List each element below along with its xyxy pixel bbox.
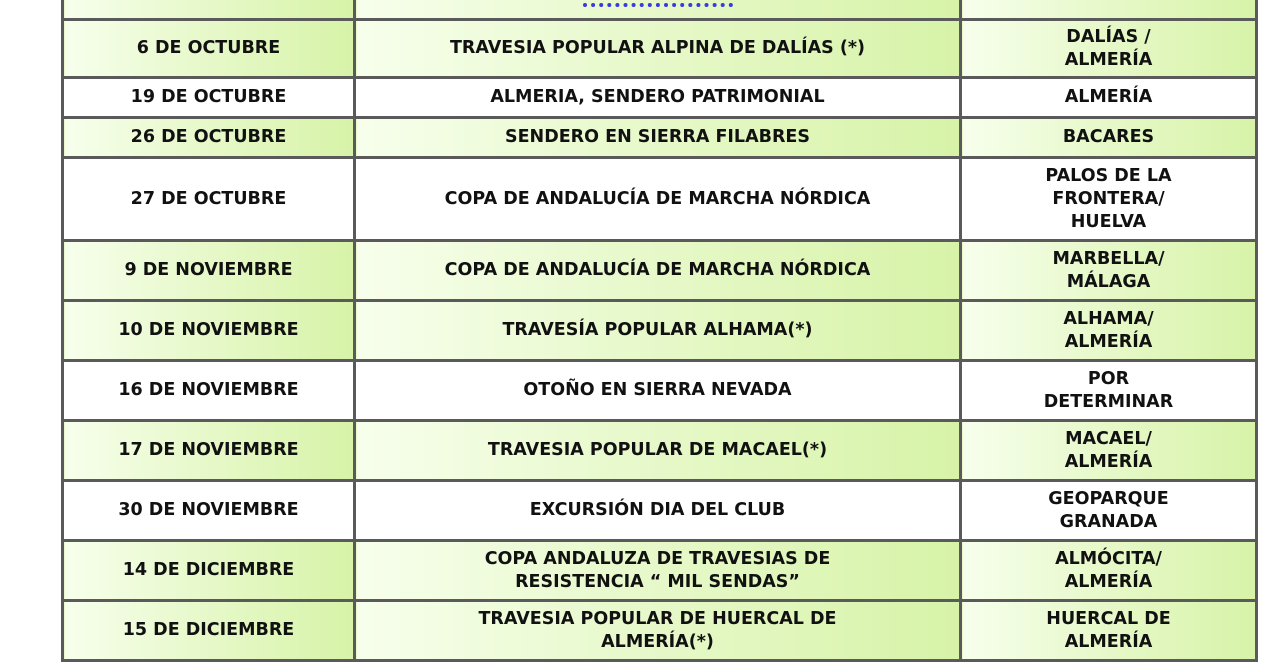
place-cell <box>961 481 1257 541</box>
place-cell-text: ALHAMA/ ALMERÍA <box>1063 308 1154 352</box>
event-cell-text: ALMERIA, SENDERO PATRIMONIAL <box>490 87 825 107</box>
place-cell-text: ALMÓCITA/ ALMERÍA <box>1055 548 1162 592</box>
date-cell-text: 9 DE NOVIEMBRE <box>124 260 293 280</box>
event-cell <box>355 481 961 541</box>
calendar-body <box>63 0 1257 661</box>
place-cell <box>961 601 1257 661</box>
date-cell-text: 27 DE OCTUBRE <box>130 188 287 209</box>
place-cell <box>961 118 1257 158</box>
place-cell <box>961 158 1257 241</box>
place-cell <box>961 421 1257 481</box>
place-cell-text: BACARES <box>1062 127 1155 147</box>
event-cell <box>355 601 961 661</box>
place-cell-text: MARBELLA/ MÁLAGA <box>1052 248 1165 292</box>
event-cell <box>355 118 961 158</box>
date-cell <box>63 301 355 361</box>
event-cell <box>355 20 961 78</box>
table-row <box>63 361 1257 421</box>
date-cell-text: 10 DE NOVIEMBRE <box>118 320 299 340</box>
date-cell <box>63 541 355 601</box>
date-cell <box>63 118 355 158</box>
event-cell-text: EXCURSIÓN DIA DEL CLUB <box>529 500 786 520</box>
table-row <box>63 481 1257 541</box>
date-cell <box>63 158 355 241</box>
event-cell-text: COPA DE ANDALUCÍA DE MARCHA NÓRDICA <box>444 260 871 280</box>
date-cell <box>63 421 355 481</box>
event-cell <box>355 78 961 118</box>
table-row <box>63 421 1257 481</box>
table-row <box>63 301 1257 361</box>
date-cell-text: 6 DE OCTUBRE <box>136 38 281 58</box>
activity-calendar-table <box>61 0 1258 662</box>
date-cell <box>63 241 355 301</box>
date-cell <box>63 78 355 118</box>
table-row <box>63 78 1257 118</box>
event-cell <box>355 241 961 301</box>
date-cell <box>63 20 355 78</box>
date-cell <box>63 481 355 541</box>
header-cell <box>961 0 1257 20</box>
table-row <box>63 241 1257 301</box>
event-cell-text: OTOÑO EN SIERRA NEVADA <box>523 380 792 400</box>
event-cell <box>355 301 961 361</box>
header-cell <box>63 0 355 20</box>
place-cell-text: HUERCAL DE ALMERÍA <box>1046 608 1171 652</box>
place-cell <box>961 301 1257 361</box>
date-cell <box>63 601 355 661</box>
table-row <box>63 158 1257 241</box>
place-cell <box>961 541 1257 601</box>
date-cell-text: 15 DE DICIEMBRE <box>122 620 295 640</box>
place-cell <box>961 361 1257 421</box>
event-cell <box>355 421 961 481</box>
header-row-partial <box>63 0 1257 20</box>
date-cell <box>63 361 355 421</box>
table-row <box>63 118 1257 158</box>
date-cell-text: 16 DE NOVIEMBRE <box>118 380 299 400</box>
date-cell-text: 30 DE NOVIEMBRE <box>118 500 299 520</box>
place-cell <box>961 78 1257 118</box>
table-row <box>63 601 1257 661</box>
date-cell-text: 17 DE NOVIEMBRE <box>118 440 299 460</box>
event-cell-text: COPA ANDALUZA DE TRAVESIAS DE RESISTENCIA “ MIL SENDAS” <box>484 548 831 592</box>
event-cell <box>355 541 961 601</box>
event-cell-text: TRAVESIA POPULAR DE MACAEL(*) <box>487 440 828 460</box>
event-cell-text: TRAVESIA POPULAR DE HUERCAL DE ALMERÍA(*) <box>478 608 837 652</box>
table-row <box>63 541 1257 601</box>
event-cell-text: SENDERO EN SIERRA FILABRES <box>504 127 810 147</box>
place-cell-text: PALOS DE LA FRONTERA/ HUELVA <box>1045 165 1172 232</box>
place-cell-text: GEOPARQUE GRANADA <box>1048 488 1169 532</box>
date-cell-text: 26 DE OCTUBRE <box>130 127 287 147</box>
event-cell-text: COPA DE ANDALUCÍA DE MARCHA NÓRDICA <box>444 188 871 209</box>
date-cell-text: 14 DE DICIEMBRE <box>122 560 295 580</box>
header-cell <box>355 0 961 20</box>
table-row <box>63 20 1257 78</box>
place-cell <box>961 20 1257 78</box>
place-cell-text: POR DETERMINAR <box>1043 368 1174 412</box>
header-text-cropped <box>583 3 733 11</box>
place-cell-text: MACAEL/ ALMERÍA <box>1064 428 1153 472</box>
event-cell <box>355 361 961 421</box>
event-cell <box>355 158 961 241</box>
event-cell-text: TRAVESIA POPULAR ALPINA DE DALÍAS (*) <box>449 38 866 58</box>
place-cell <box>961 241 1257 301</box>
event-cell-text: TRAVESÍA POPULAR ALHAMA(*) <box>502 320 813 340</box>
place-cell-text: ALMERÍA <box>1064 87 1153 107</box>
date-cell-text: 19 DE OCTUBRE <box>130 87 287 107</box>
place-cell-text: DALÍAS / ALMERÍA <box>1064 26 1153 70</box>
